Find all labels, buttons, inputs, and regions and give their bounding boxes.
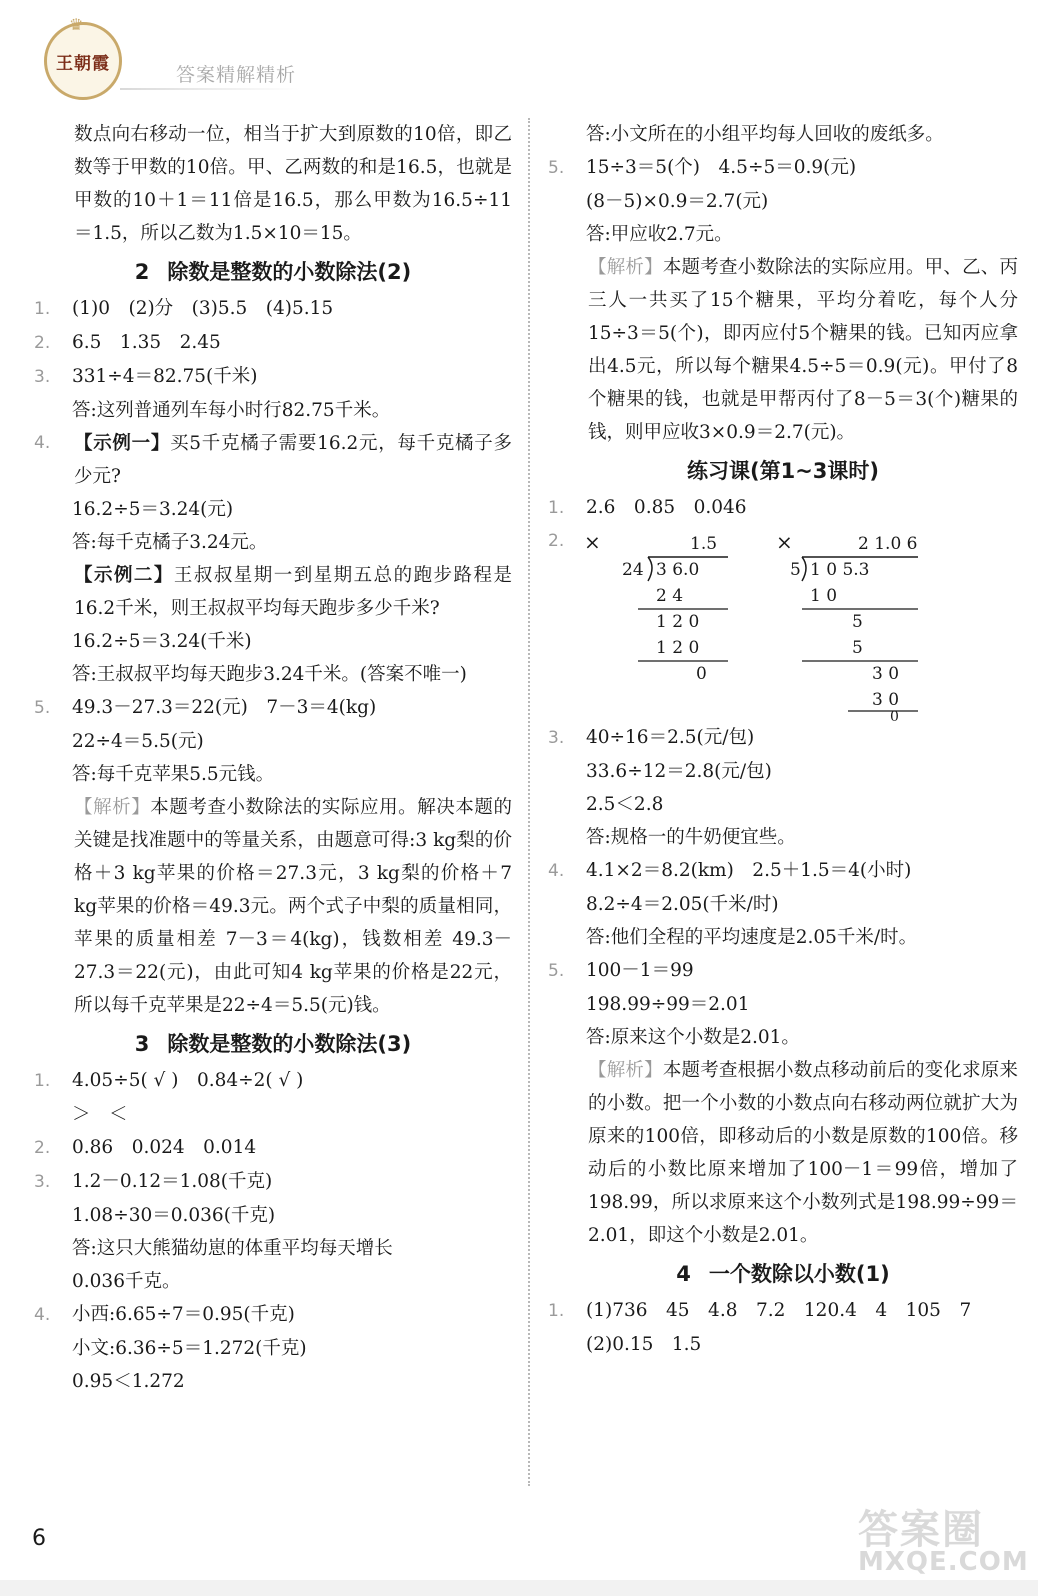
answer-text: 答:这列普通列车每小时行82.75千米。: [72, 400, 391, 421]
long-division-figure: [548, 525, 1018, 721]
analysis-paragraph: [548, 1054, 1018, 1252]
q4-example-1: [34, 427, 512, 493]
answer-line: 22÷4＝5.5(元): [72, 731, 204, 752]
watermark: [858, 1498, 1030, 1588]
s2-items: [34, 292, 512, 427]
answer-line: [34, 326, 512, 360]
section-number: 4: [676, 1262, 691, 1286]
answer-text: 0.86 0.024 0.014: [72, 1137, 257, 1158]
column-divider: [528, 118, 530, 1486]
answer-line: [34, 1265, 512, 1298]
answer-text: 1.08÷30＝0.036(千克): [72, 1205, 276, 1226]
div2-row: 1 0: [810, 586, 838, 606]
answer-line: 答:王叔叔平均每天跑步3.24千米。(答案不唯一): [72, 664, 467, 685]
answer-text: 100－1＝99: [586, 960, 694, 981]
question-number: 5.: [34, 698, 51, 718]
answer-text: 49.3－27.3＝22(元) 7－3＝4(kg): [72, 697, 377, 718]
question-number: 2.: [548, 531, 565, 551]
answer-line: [34, 292, 512, 326]
answer-line: [34, 1098, 512, 1131]
answer-line: [34, 360, 512, 394]
section-title-2: [34, 254, 512, 290]
brand-logo: [44, 15, 122, 100]
div2-row: 5: [852, 638, 863, 658]
answer-line: [548, 1294, 1018, 1328]
question-number: 4.: [34, 433, 51, 453]
question-number: 1.: [548, 498, 565, 518]
answer-line: [34, 1298, 512, 1332]
answer-text: 答:甲应收2.7元。: [586, 224, 733, 245]
brand-name: 王朝霞: [56, 53, 110, 74]
analysis-tag: 【解析】: [74, 797, 151, 818]
bottom-band: [0, 1580, 1038, 1596]
answer-line: [548, 821, 1018, 854]
section-title-text: 除数是整数的小数除法(3): [167, 1032, 412, 1056]
div2-row: 3 0: [872, 690, 900, 710]
div2-row: 3 0: [872, 664, 900, 684]
analysis-tag: 【解析】: [588, 1060, 663, 1081]
div1-divisor: 24: [622, 560, 644, 580]
answer-text: (2)0.15 1.5: [586, 1334, 702, 1355]
analysis-text: 本题考查根据小数点移动前后的变化求原来的小数。把一个小数的小数点向右移动两位就扩大为原来的100倍，即移动后的小数是原数的100倍。移动后的小数比原来增加了100－1＝99倍，增加了198.99，所以求原来这个小数列式是198.99÷99＝2.01，即这个小数是2.01。: [588, 1060, 1018, 1246]
page-number: 6: [32, 1526, 46, 1551]
answer-line: [548, 788, 1018, 821]
answer-line: [548, 1021, 1018, 1054]
answer-line: [34, 1064, 512, 1098]
answer-text: 2.6 0.85 0.046: [586, 497, 747, 518]
div1-row: 1 2 0: [656, 612, 700, 632]
watermark-url: MXQE.COM: [858, 1547, 1029, 1577]
answer-line: [548, 888, 1018, 921]
example-text: 买5千克橘子需要16.2元，每千克橘子多少元?: [74, 433, 512, 487]
question-number: 3.: [34, 367, 51, 387]
answer-line: [34, 691, 512, 725]
section-title-3: [34, 1026, 512, 1062]
question-number: 1.: [34, 1071, 51, 1091]
div2-row: 0: [890, 709, 899, 721]
answer-text: 1.2－0.12＝1.08(千克): [72, 1171, 273, 1192]
answer-text: 小文:6.36÷5＝1.272(千克): [72, 1338, 307, 1359]
answer-text: 6.5 1.35 2.45: [72, 332, 221, 353]
answer-text: 40÷16＝2.5(元/包): [586, 727, 755, 748]
div1-dividend: 3 6.0: [656, 560, 700, 580]
analysis-paragraph: [34, 791, 512, 1022]
answer-text: 答:他们全程的平均速度是2.05千米/时。: [586, 927, 918, 948]
answer-line: [34, 1165, 512, 1199]
question-number: 1.: [548, 1301, 565, 1321]
example-text: 王叔叔星期一到星期五总的跑步路程是16.2千米，则王叔叔平均每天跑步多少千米?: [74, 565, 512, 619]
answer-text: 8.2÷4＝2.05(千米/时): [586, 894, 779, 915]
answer-text: 答:原来这个小数是2.01。: [586, 1027, 800, 1048]
answer-line: [548, 954, 1018, 988]
div1-quotient: 1.5: [690, 534, 718, 554]
answer-text: 4.1×2＝8.2(km) 2.5＋1.5＝4(小时): [586, 860, 912, 881]
section-title-4: [548, 1256, 1018, 1292]
question-number: 2.: [34, 333, 51, 353]
example-tag: 【示例二】: [74, 565, 174, 586]
header-title: 答案精解精析: [176, 64, 297, 86]
section-number: 3: [134, 1032, 150, 1056]
question-number: 5.: [548, 158, 565, 178]
answer-line: [548, 491, 1018, 525]
long-division-area: [548, 525, 1018, 721]
q4-block: [34, 427, 512, 691]
answer-line: [548, 151, 1018, 185]
answer-line: [34, 1332, 512, 1365]
section-number: 2: [134, 260, 150, 284]
right-column: [548, 118, 1018, 1361]
analysis-text: 本题考查小数除法的实际应用。甲、乙、丙三人一共买了15个糖果，平均分着吃，每个人分15÷3＝5(个)，即丙应付5个糖果的钱。已知丙应拿出4.5元，所以每个糖果4.5÷5＝0.9(元)。甲付了8个糖果的钱，也就是甲帮丙付了8－5＝3(个)糖果的钱，则甲应收3×0.9＝2.7(元)。: [588, 257, 1018, 443]
watermark-text: 答案圈: [858, 1507, 984, 1553]
question-number: 5.: [548, 961, 565, 981]
question-number: 4.: [548, 861, 565, 881]
analysis-paragraph: [548, 251, 1018, 449]
answer-line: [34, 1365, 512, 1398]
answer-text: 331÷4＝82.75(千米): [72, 366, 258, 387]
wrong-mark-2: ×: [776, 530, 793, 554]
answer-line: [548, 218, 1018, 251]
analysis-text: 本题考查小数除法的实际应用。解决本题的关键是找准题中的等量关系，由题意可得:3 kg梨的价格＋3 kg苹果的价格＝27.3元，3 kg梨的价格＋7 kg苹果的价格＝49.3元。两个式子中梨的质量相同，苹果的质量相差 7－3＝4(kg)，钱数相差 49.3－27.3＝22(元)，由此可知4 kg苹果的价格是22元，所以每千克苹果是22÷4＝5.5(元)钱。: [74, 797, 512, 1016]
div2-quotient: 2 1.0 6: [858, 534, 918, 554]
answer-line: [548, 988, 1018, 1021]
answer-text: 33.6÷12＝2.8(元/包): [586, 761, 772, 782]
answer-line: 16.2÷5＝3.24(千米): [72, 631, 252, 652]
question-number: 2.: [34, 1138, 51, 1158]
q4-example-2: [34, 559, 512, 625]
answer-text: 2.5＜2.8: [586, 794, 664, 815]
div1-row: 0: [696, 664, 707, 684]
answer-line: [34, 1232, 512, 1265]
answer-line: [548, 118, 1018, 151]
wrong-mark-1: ×: [584, 530, 601, 554]
answer-text: (8－5)×0.9＝2.7(元): [586, 191, 769, 212]
s3-items: [34, 1064, 512, 1398]
answer-text: ＞ ＜: [72, 1104, 128, 1125]
intro-paragraph: 数点向右移动一位，相当于扩大到原数的10倍，即乙数等于甲数的10倍。甲、乙两数的和是16.5，也就是甲数的10＋1＝11倍是16.5，那么甲数为16.5÷11＝1.5，所以乙数为1.5×10＝15。: [74, 124, 512, 244]
example-tag: 【示例一】: [74, 433, 171, 454]
answer-line: 答:每千克橘子3.24元。: [72, 532, 268, 553]
answer-text: 答:规格一的牛奶便宜些。: [586, 827, 796, 848]
answer-line: 16.2÷5＝3.24(元): [72, 499, 234, 520]
answer-line: [548, 854, 1018, 888]
section-title-practice: 练习课(第1~3课时): [686, 459, 879, 483]
page-header: [0, 0, 1038, 110]
answer-line: [34, 1199, 512, 1232]
answer-text: 0.036千克。: [72, 1271, 181, 1292]
div1-row: 2 4: [656, 586, 684, 606]
left-column: [34, 118, 512, 1398]
answer-line: [548, 185, 1018, 218]
answer-line: [548, 1328, 1018, 1361]
div1-row: 1 2 0: [656, 638, 700, 658]
question-number: 3.: [548, 728, 565, 748]
section-title-text: 一个数除以小数(1): [708, 1262, 890, 1286]
answer-text: 答:小文所在的小组平均每人回收的废纸多。: [586, 124, 944, 145]
answer-line: [34, 1131, 512, 1165]
q5-block: [34, 691, 512, 1022]
header-divider: [120, 88, 300, 90]
answer-text: 0.95＜1.272: [72, 1371, 185, 1392]
answer-line: [34, 394, 512, 427]
answer-text: 小西:6.65÷7＝0.95(千克): [72, 1304, 295, 1325]
question-number: 4.: [34, 1305, 51, 1325]
div2-dividend: 1 0 5.3: [810, 560, 870, 580]
section-title-text: 除数是整数的小数除法(2): [167, 260, 412, 284]
answer-text: (1)736 45 4.8 7.2 120.4 4 105 7: [586, 1300, 972, 1321]
div2-divisor: 5: [790, 560, 801, 580]
answer-text: (1)0 (2)分 (3)5.5 (4)5.15: [72, 298, 334, 319]
answer-line: 答:每千克苹果5.5元钱。: [72, 764, 275, 785]
practice-items: [548, 721, 1018, 1054]
answer-line: [548, 921, 1018, 954]
div2-row: 5: [852, 612, 863, 632]
answer-text: 4.05÷5( √ ) 0.84÷2( √ ): [72, 1070, 304, 1091]
answer-text: 15÷3＝5(个) 4.5÷5＝0.9(元): [586, 157, 857, 178]
crown-icon: ♛: [69, 15, 84, 34]
answer-text: 答:这只大熊猫幼崽的体重平均每天增长: [72, 1238, 393, 1259]
analysis-tag: 【解析】: [588, 257, 663, 278]
answer-line: [548, 755, 1018, 788]
answer-text: 198.99÷99＝2.01: [586, 994, 750, 1015]
question-number: 3.: [34, 1172, 51, 1192]
question-number: 1.: [34, 299, 51, 319]
answer-line: [548, 721, 1018, 755]
